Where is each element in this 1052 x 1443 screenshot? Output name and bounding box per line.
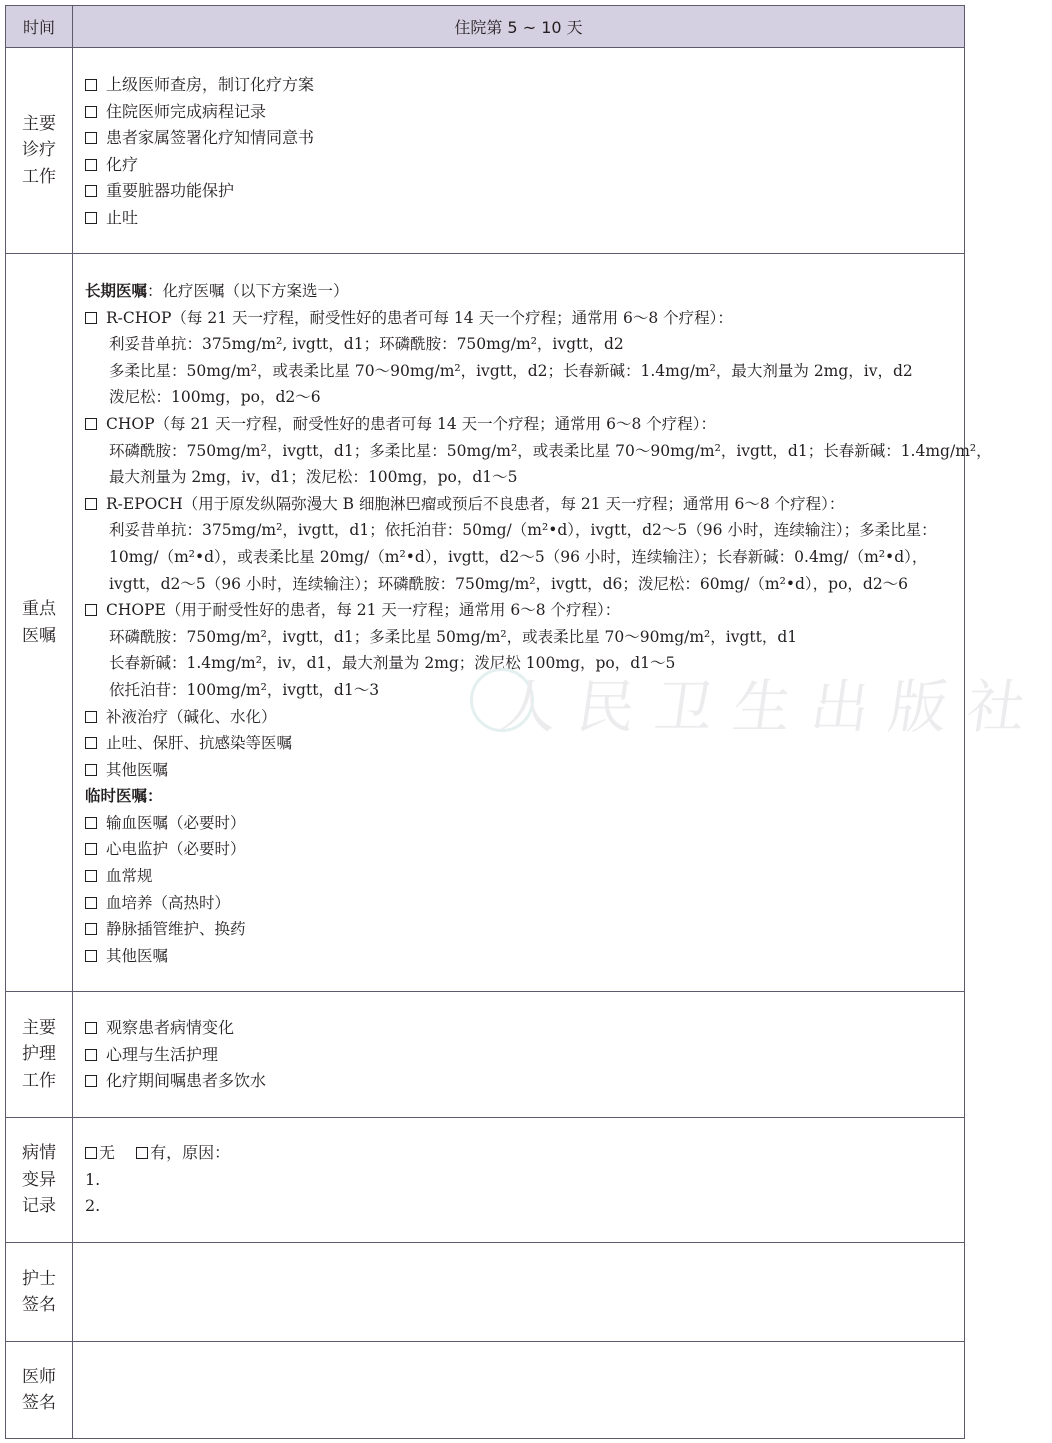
time-column-header: 时间 (6, 6, 73, 47)
row-main-work (6, 48, 964, 254)
regimen-line: 依托泊苷：100mg/m²，ivgtt，d1～3 (109, 680, 380, 699)
checkbox-icon[interactable] (85, 843, 97, 855)
list-item[interactable]: 补液治疗（碱化、水化） (85, 704, 956, 731)
label-line: 记录 (22, 1196, 56, 1217)
row-nurse-signature (6, 1243, 964, 1342)
orders-content (85, 278, 992, 969)
nurse-signature-field[interactable] (85, 1243, 956, 1341)
label-line: 诊疗 (22, 140, 56, 161)
checkbox-icon[interactable] (85, 737, 97, 749)
nursing-list (85, 1015, 956, 1095)
list-item[interactable]: 其他医嘱 (85, 943, 956, 970)
row-variation-record (6, 1118, 964, 1243)
row-label (6, 1342, 73, 1438)
doctor-signature-field[interactable] (85, 1342, 956, 1438)
label-line: 病情 (22, 1143, 56, 1164)
checkbox-icon[interactable] (85, 1147, 97, 1159)
variation-options (85, 1140, 956, 1167)
checkbox-icon[interactable] (85, 604, 97, 616)
list-item[interactable]: 止吐 (85, 205, 956, 232)
list-item[interactable]: 血常规 (85, 863, 956, 890)
period-header: 住院第 5 ~ 10 天 (454, 18, 583, 37)
checkbox-icon[interactable] (85, 1075, 97, 1087)
regimen-line: 环磷酰胺：750mg/m²，ivgtt，d1；多柔比星 50mg/m²，或表柔比星 70～90mg/m²，ivgtt，d1 (109, 627, 798, 646)
label-line: 医嘱 (22, 625, 56, 646)
list-item[interactable]: 血培养（高热时） (85, 890, 956, 917)
list-item[interactable]: 重要脏器功能保护 (85, 178, 956, 205)
regimen-line: 泼尼松：100mg，po，d2～6 (109, 388, 321, 407)
checkbox-icon[interactable] (85, 418, 97, 430)
checkbox-icon[interactable] (85, 950, 97, 962)
checkbox-icon[interactable] (85, 923, 97, 935)
regimen-line: 利妥昔单抗：375mg/m², ivgtt，d1；环磷酰胺：750mg/m²，ivgtt，d2 (109, 335, 624, 354)
checkbox-icon[interactable] (85, 897, 97, 909)
list-item[interactable]: 心理与生活护理 (85, 1042, 956, 1069)
checkbox-icon[interactable] (136, 1147, 148, 1159)
reason-line[interactable]: 2. (85, 1196, 101, 1216)
checkbox-icon[interactable] (85, 79, 97, 91)
regimen-line: 多柔比星：50mg/m²，或表柔比星 70～90mg/m²，ivgtt，d2；长春新碱：1.4mg/m²，最大剂量为 2mg，iv，d2 (109, 361, 913, 380)
regimen-line: 最大剂量为 2mg，iv，d1；泼尼松：100mg，po，d1～5 (109, 468, 518, 487)
list-item[interactable]: 心电监护（必要时） (85, 836, 956, 863)
label-line: 主要 (22, 1017, 56, 1038)
regimen-line: 利妥昔单抗：375mg/m²，ivgtt，d1；依托泊苷：50mg/（m²•d），ivgtt，d2～5（96 小时，连续输注）；多柔比星： (109, 521, 937, 540)
label-line: 护士 (22, 1268, 56, 1289)
checkbox-icon[interactable] (85, 132, 97, 144)
list-item[interactable]: 其他医嘱 (85, 757, 956, 784)
row-nursing-work (6, 992, 964, 1118)
list-item[interactable]: 上级医师查房，制订化疗方案 (85, 72, 956, 99)
label-line: 变异 (22, 1169, 56, 1190)
list-item[interactable]: 住院医师完成病程记录 (85, 99, 956, 126)
list-item[interactable]: 化疗期间嘱患者多饮水 (85, 1068, 956, 1095)
list-item[interactable]: 静脉插管维护、换药 (85, 916, 956, 943)
checkbox-icon[interactable] (85, 870, 97, 882)
checkbox-icon[interactable] (85, 817, 97, 829)
checkbox-icon[interactable] (85, 185, 97, 197)
regimen-chope[interactable]: CHOPE（用于耐受性好的患者，每 21 天一疗程；通常用 6～8 个疗程）： (85, 597, 956, 624)
row-label (6, 1118, 73, 1242)
row-label (6, 992, 73, 1117)
list-item[interactable]: 输血医嘱（必要时） (85, 810, 956, 837)
publisher-watermark: 人民卫生出版社 (494, 673, 1051, 741)
label-line: 工作 (22, 1070, 56, 1091)
list-item[interactable]: 观察患者病情变化 (85, 1015, 956, 1042)
list-item[interactable]: 止吐、保肝、抗感染等医嘱 (85, 730, 956, 757)
list-item[interactable]: 患者家属签署化疗知情同意书 (85, 125, 956, 152)
label-line: 主要 (22, 113, 56, 134)
table-header (6, 6, 964, 48)
checkbox-icon[interactable] (85, 312, 97, 324)
label-line: 签名 (22, 1295, 56, 1315)
variation-content (85, 1140, 956, 1220)
regimen-chop[interactable]: CHOP（每 21 天一疗程，耐受性好的患者可每 14 天一个疗程；通常用 6～8 个疗程）： (85, 411, 956, 438)
checkbox-icon[interactable] (85, 764, 97, 776)
row-key-orders (6, 254, 992, 992)
checkbox-icon[interactable] (85, 1022, 97, 1034)
watermark-logo-icon (470, 668, 534, 732)
label-line: 重点 (22, 599, 56, 619)
row-label (6, 1243, 73, 1341)
regimen-line: 环磷酰胺：750mg/m²，ivgtt，d1；多柔比星：50mg/m²，或表柔比星 70～90mg/m²，ivgtt，d1；长春新碱：1.4mg/m²， (109, 441, 992, 460)
option-none[interactable]: 无 (85, 1143, 115, 1162)
checkbox-icon[interactable] (85, 106, 97, 118)
reason-line[interactable]: 1. (85, 1169, 101, 1189)
long-term-orders-heading: 长期医嘱：化疗医嘱（以下方案选一） (85, 282, 349, 300)
checkbox-icon[interactable] (85, 159, 97, 171)
checkbox-icon[interactable] (85, 498, 97, 510)
checkbox-icon[interactable] (85, 711, 97, 723)
list-item[interactable]: 化疗 (85, 152, 956, 179)
main-work-list (85, 72, 956, 232)
option-yes[interactable]: 有，原因： (136, 1143, 230, 1162)
regimen-r-epoch[interactable]: R-EPOCH（用于原发纵隔弥漫大 B 细胞淋巴瘤或预后不良患者，每 21 天一疗程；通常用 6～8 个疗程）： (85, 491, 956, 518)
label-line: 护理 (22, 1044, 56, 1065)
label-line: 工作 (22, 166, 56, 187)
row-label (6, 48, 73, 253)
regimen-line: 10mg/（m²•d），或表柔比星 20mg/（m²•d），ivgtt，d2～5（96 小时，连续输注）；长春新碱：0.4mg/（m²•d）， (109, 547, 928, 566)
checkbox-icon[interactable] (85, 212, 97, 224)
label-line: 签名 (22, 1393, 56, 1413)
regimen-line: ivgtt，d2～5（96 小时，连续输注）；环磷酰胺：750mg/m²，ivgtt，d6；泼尼松：60mg/（m²•d），po，d2～6 (109, 574, 909, 593)
temporary-orders-heading: 临时医嘱： (85, 787, 163, 806)
row-doctor-signature (6, 1342, 964, 1438)
regimen-r-chop[interactable]: R-CHOP（每 21 天一疗程，耐受性好的患者可每 14 天一个疗程；通常用 6～8 个疗程）： (85, 305, 956, 332)
regimen-line: 长春新碱：1.4mg/m²，iv，d1，最大剂量为 2mg；泼尼松 100mg，po，d1～5 (109, 654, 676, 673)
checkbox-icon[interactable] (85, 1049, 97, 1061)
label-line: 医师 (22, 1366, 56, 1387)
row-label (6, 254, 73, 991)
